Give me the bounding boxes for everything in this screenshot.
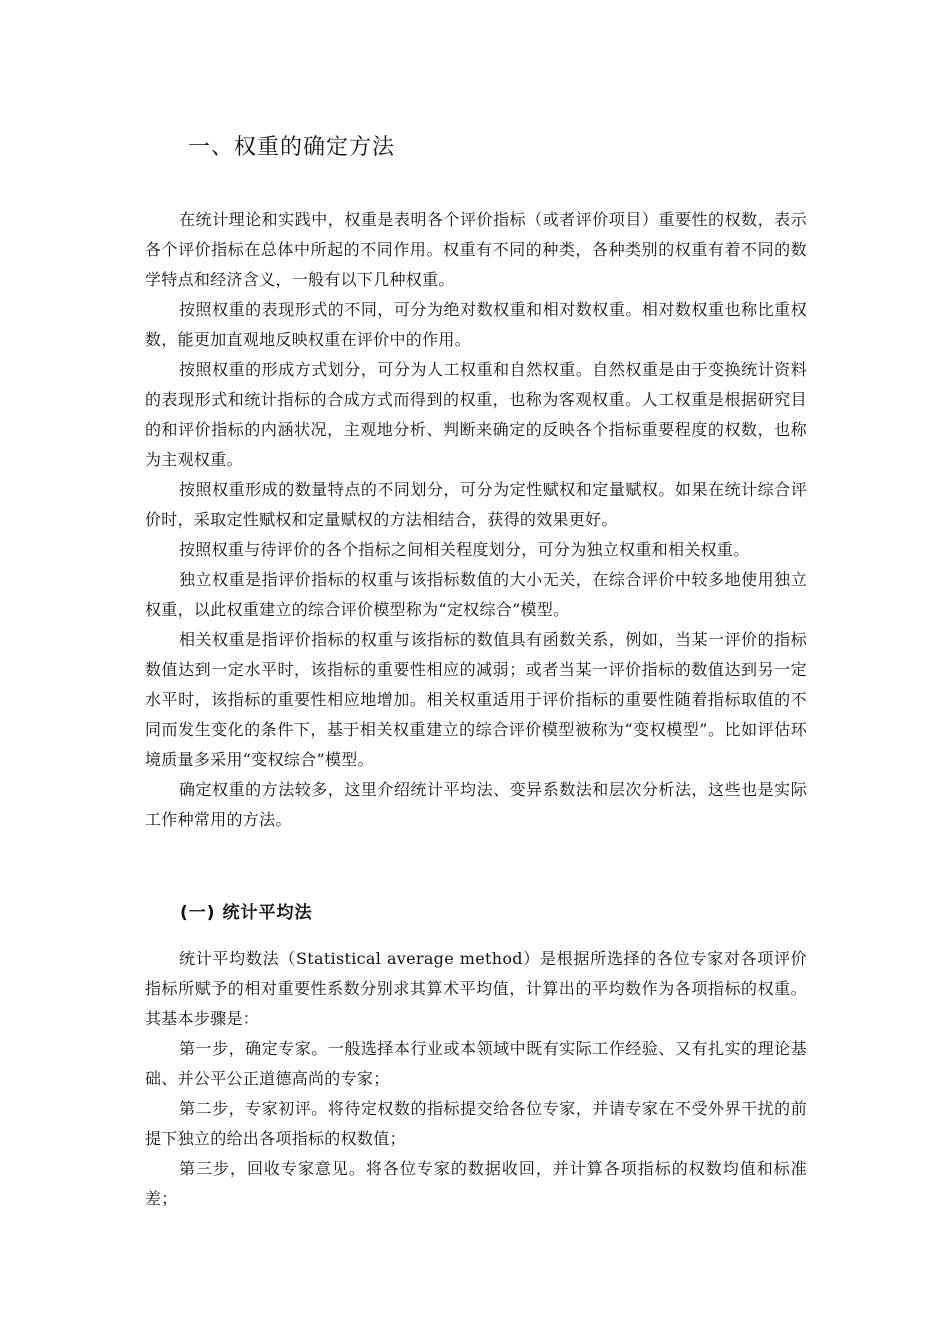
paragraph: 独立权重是指评价指标的权重与该指标数值的大小无关，在综合评价中较多地使用独立权重，以此权重建立的综合评价模型称为“定权综合”模型。 [145, 570, 807, 619]
paragraph: 确定权重的方法较多，这里介绍统计平均法、变异系数法和层次分析法，这些也是实际工作种常用的方法。 [145, 780, 807, 829]
section-heading: 一、权重的确定方法 [188, 135, 396, 160]
body-text-section-a [145, 205, 807, 835]
paragraph: 在统计理论和实践中，权重是表明各个评价指标（或者评价项目）重要性的权数，表示各个评价指标在总体中所起的不同作用。权重有不同的种类，各种类别的权重有着不同的数学特点和经济含义，一般有以下几种权重。 [145, 210, 807, 289]
paragraph: 第二步，专家初评。将待定权数的指标提交给各位专家，并请专家在不受外界干扰的前提下独立的给出各项指标的权数值； [145, 1099, 807, 1148]
paragraph: 第一步，确定专家。一般选择本行业或本领域中既有实际工作经验、又有扎实的理论基础、并公平公正道德高尚的专家； [145, 1039, 807, 1088]
body-text-section-b [145, 944, 807, 1214]
paragraph: 按照权重与待评价的各个指标之间相关程度划分，可分为独立权重和相关权重。 [179, 540, 750, 559]
subsection-heading: (一) 统计平均法 [180, 903, 313, 923]
paragraph: 相关权重是指评价指标的权重与该指标的数值具有函数关系，例如，当某一评价的指标数值达到一定水平时，该指标的重要性相应的减弱；或者当某一评价指标的数值达到另一定水平时，该指标的重要性相应地增加。相关权重适用于评价指标的重要性随着指标取值的不同而发生变化的条件下，基于相关权重建立的综合评价模型被称为“变权模型”。比如评估环境质量多采用“变权综合”模型。 [145, 630, 807, 769]
paragraph: 统计平均数法（Statistical average method）是根据所选择的各位专家对各项评价指标所赋予的相对重要性系数分别求其算术平均值，计算出的平均数作为各项指标的权重。其基本步骤是： [145, 949, 807, 1028]
paragraph: 第三步，回收专家意见。将各位专家的数据收回，并计算各项指标的权数均值和标准差； [145, 1159, 807, 1208]
paragraph: 按照权重的表现形式的不同，可分为绝对数权重和相对数权重。相对数权重也称比重权数，能更加直观地反映权重在评价中的作用。 [145, 300, 807, 349]
paragraph: 按照权重的形成方式划分，可分为人工权重和自然权重。自然权重是由于变换统计资料的表现形式和统计指标的合成方式而得到的权重，也称为客观权重。人工权重是根据研究目的和评价指标的内涵状况，主观地分析、判断来确定的反映各个指标重要程度的权数，也称为主观权重。 [145, 360, 807, 469]
paragraph: 按照权重形成的数量特点的不同划分，可分为定性赋权和定量赋权。如果在统计综合评价时，采取定性赋权和定量赋权的方法相结合，获得的效果更好。 [145, 480, 807, 529]
